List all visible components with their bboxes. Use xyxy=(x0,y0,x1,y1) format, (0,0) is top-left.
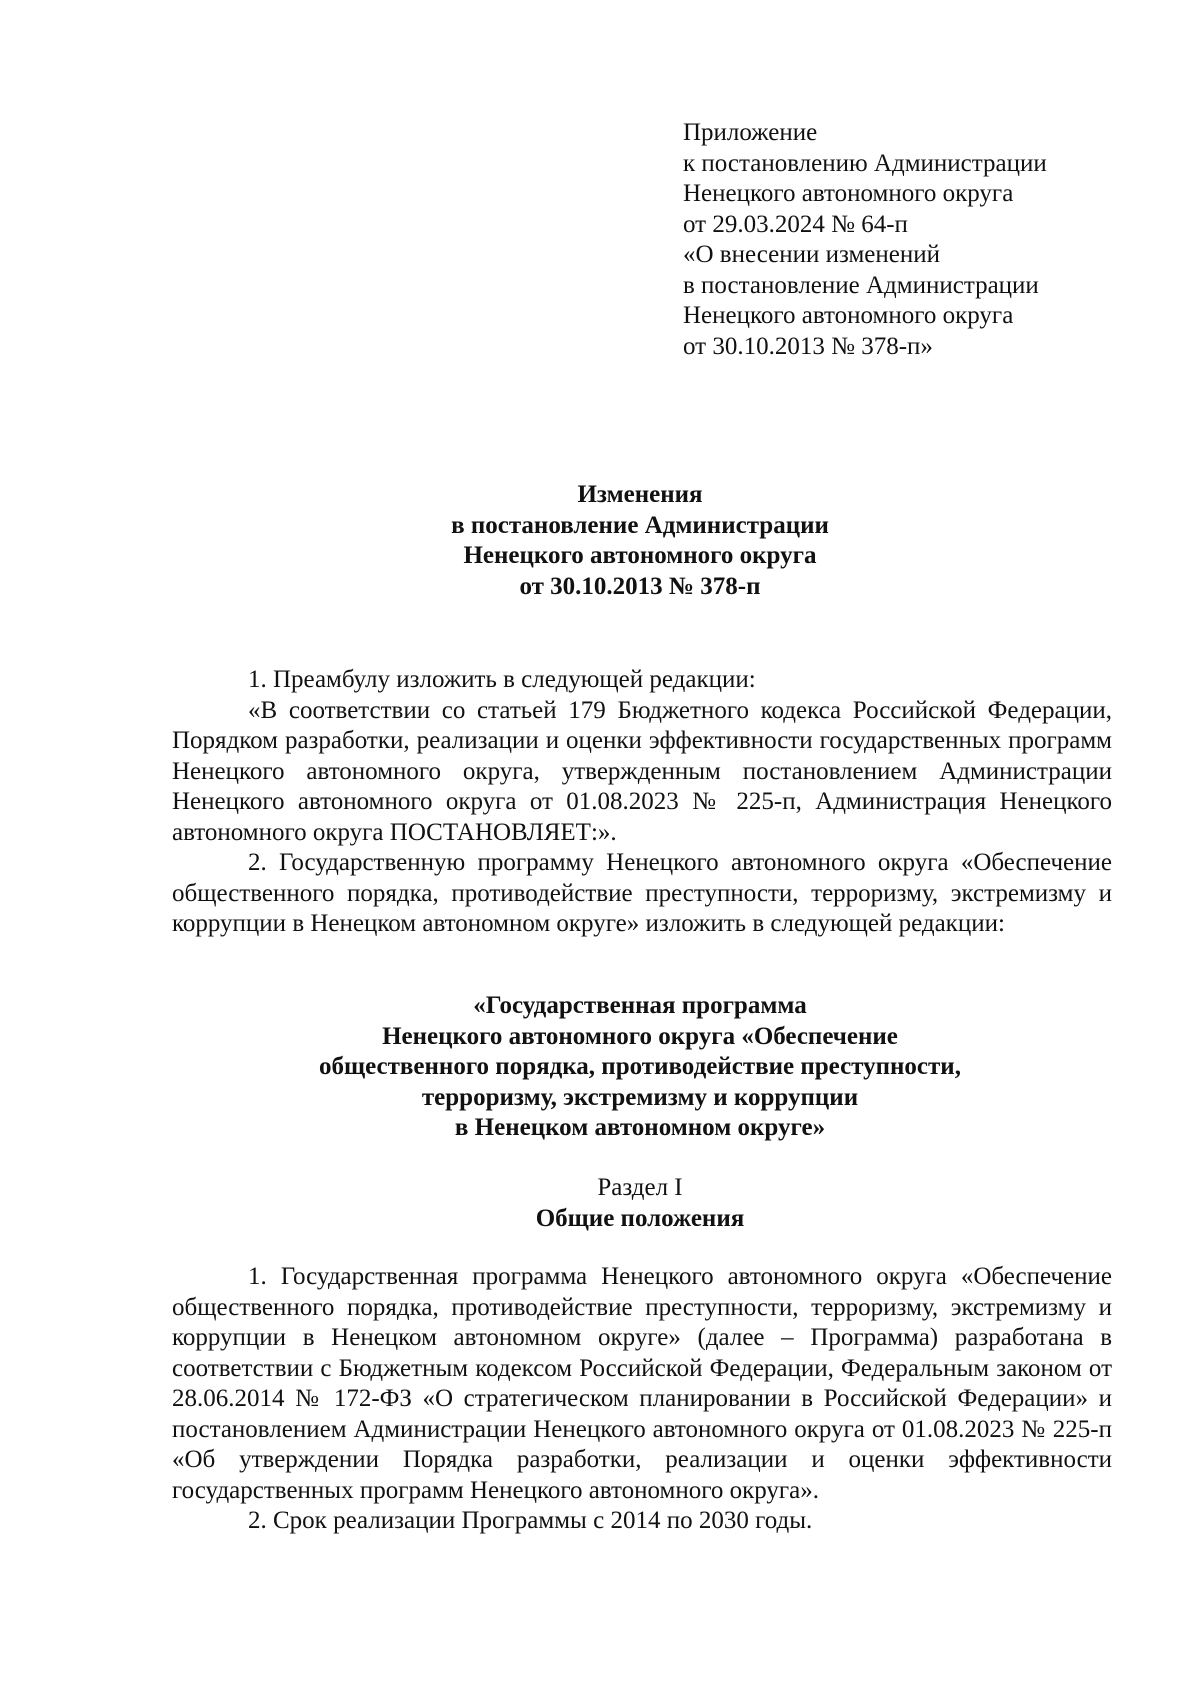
changes-body xyxy=(172,665,1112,940)
appendix-line: Приложение xyxy=(683,119,818,146)
appendix-line: в постановление Администрации xyxy=(683,271,1039,299)
program-title-line: в Ненецком автономном округе» xyxy=(454,1114,826,1141)
program-title-line: Ненецкого автономного округа «Обеспечение xyxy=(382,1022,898,1050)
program-title-line: «Государственная программа xyxy=(473,992,807,1019)
appendix-line: от 30.10.2013 № 378-п» xyxy=(683,332,933,360)
changes-paragraph-2: «В соответствии со статьей 179 Бюджетного кодекса Российской Федерации, Порядком разработки, реализации и оценки эффективности государственных программ Ненецкого автономного округа, утвержденным постановлением Администрации Ненецкого автономного округа от 01.08.2023 № 225-п, Администрация Ненецкого автономного округа ПОСТАНОВЛЯЕТ:». xyxy=(172,696,1112,846)
general-paragraph-2: 2. Срок реализации Программы с 2014 по 2030 годы. xyxy=(248,1507,813,1534)
document-title-line: Ненецкого автономного округа xyxy=(463,542,817,569)
section-number: Раздел I xyxy=(597,1174,683,1201)
document-title-line: в постановление Администрации xyxy=(451,511,829,539)
program-title-line: терроризму, экстремизму и коррупции xyxy=(421,1083,859,1111)
section-name: Общие положения xyxy=(535,1204,745,1232)
changes-paragraph-3: 2. Государственную программу Ненецкого автономного округа «Обеспечение общественного порядка, противодействие преступности, терроризму, экстремизму и коррупции в Ненецком автономном округе» изложить в следующей редакции: xyxy=(172,849,1112,937)
document-title-line: Изменения xyxy=(577,481,703,508)
appendix-line: к постановлению Администрации xyxy=(683,149,1047,177)
changes-paragraph-1: 1. Преамбулу изложить в следующей редакции: xyxy=(248,666,756,693)
program-title xyxy=(170,991,1110,1144)
document-title xyxy=(170,480,1110,602)
program-title-line: общественного порядка, противодействие преступности, xyxy=(319,1053,961,1080)
appendix-line: от 29.03.2024 № 64-п xyxy=(683,210,908,238)
general-paragraph-1: 1. Государственная программа Ненецкого автономного округа «Обеспечение общественного порядка, противодействие преступности, терроризму, экстремизму и коррупции в Ненецком автономном округе» (далее – Программа) разработана в соответствии с Бюджетным кодексом Российской Федерации, Федеральным законом от 28.06.2014 № 172-ФЗ «О стратегическом планировании в Российской Федерации» и постановлением Администрации Ненецкого автономного округа от 01.08.2023 № 225-п «Об утверждении Порядка разработки, реализации и оценки эффективности государственных программ Ненецкого автономного округа». xyxy=(172,1263,1112,1504)
appendix-header xyxy=(683,118,1143,362)
appendix-line: «О внесении изменений xyxy=(683,241,941,268)
general-provisions-body xyxy=(172,1262,1112,1537)
appendix-line: Ненецкого автономного округа xyxy=(683,180,1014,207)
section-heading xyxy=(170,1173,1110,1234)
document-title-line: от 30.10.2013 № 378-п xyxy=(519,572,761,600)
appendix-line: Ненецкого автономного округа xyxy=(683,302,1014,329)
